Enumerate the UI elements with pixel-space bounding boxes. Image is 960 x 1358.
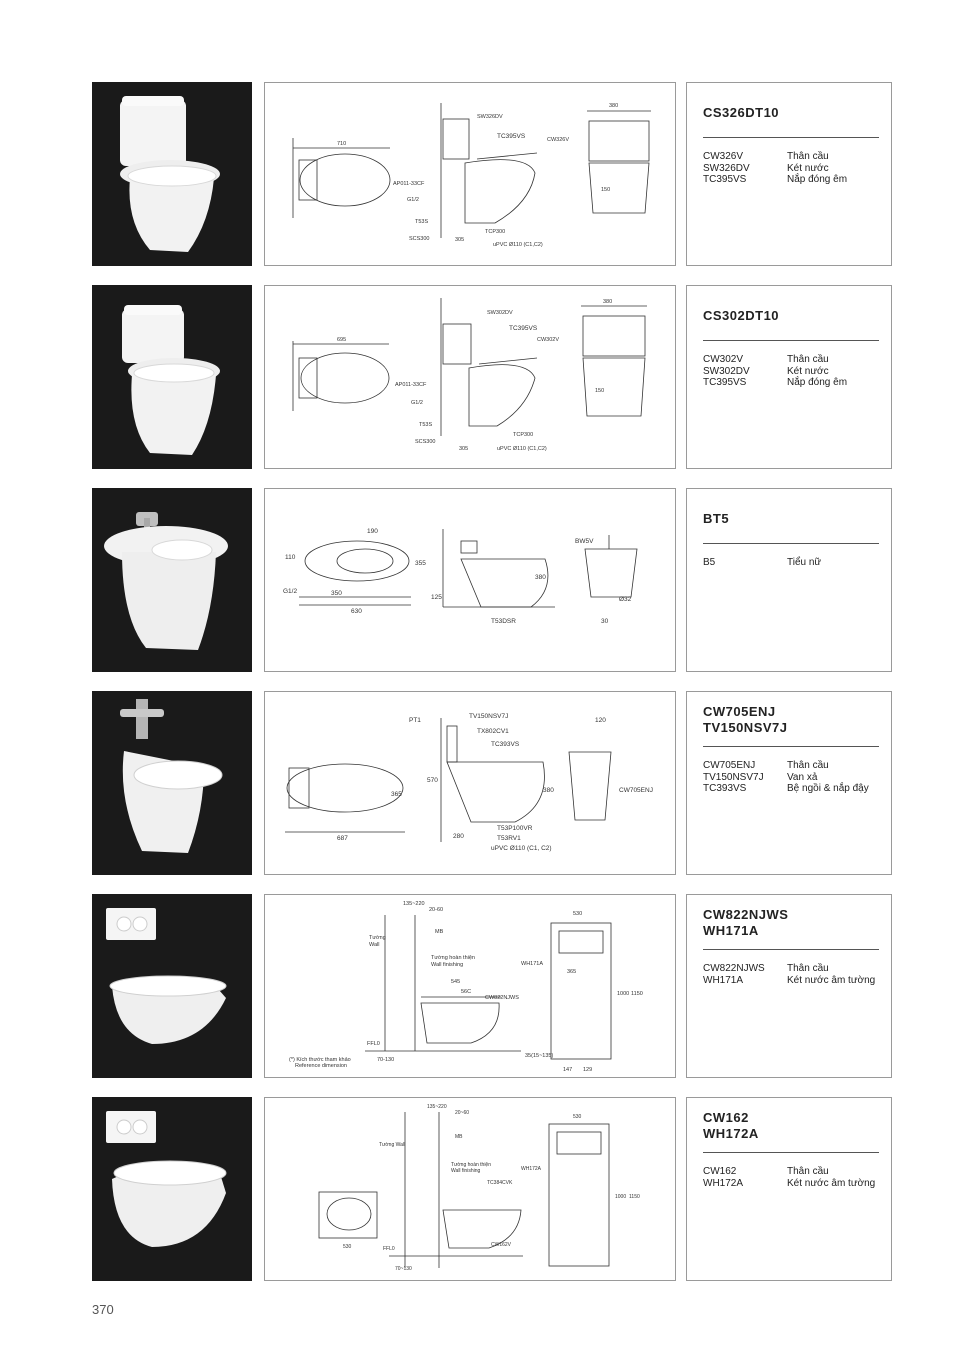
svg-text:WH171A: WH171A xyxy=(521,961,544,967)
svg-text:uPVC Ø110 (C1,C2): uPVC Ø110 (C1,C2) xyxy=(497,446,547,452)
part-code: TV150NSV7J xyxy=(703,771,764,783)
svg-text:380: 380 xyxy=(535,574,546,581)
svg-text:TC395VS: TC395VS xyxy=(497,133,526,140)
svg-text:710: 710 xyxy=(337,141,347,147)
product-model-title xyxy=(703,1110,879,1142)
divider xyxy=(703,949,879,950)
svg-text:380: 380 xyxy=(543,787,554,794)
part-code: TC395VS xyxy=(703,377,747,388)
parts-list xyxy=(703,963,883,986)
product-photo-wall-hung-toilet xyxy=(92,1097,252,1281)
svg-text:T53S: T53S xyxy=(419,422,433,428)
svg-text:TX802CV1: TX802CV1 xyxy=(477,728,509,735)
part-row xyxy=(703,1178,883,1190)
model-title-line: CW705ENJ xyxy=(703,704,776,719)
svg-text:TC393VS: TC393VS xyxy=(491,741,520,748)
product-row-cw705enj xyxy=(92,691,892,875)
part-description: Két nước xyxy=(787,365,829,377)
svg-text:365: 365 xyxy=(391,791,402,798)
part-description: Tiểu nữ xyxy=(787,557,822,568)
svg-text:630: 630 xyxy=(351,608,362,615)
part-description: Nắp đóng êm xyxy=(787,377,848,388)
svg-text:150: 150 xyxy=(601,187,611,193)
svg-text:350: 350 xyxy=(331,590,342,597)
svg-text:56C: 56C xyxy=(461,989,472,995)
svg-text:G1/2: G1/2 xyxy=(407,197,419,203)
divider xyxy=(703,543,879,544)
svg-text:35(15~135): 35(15~135) xyxy=(525,1053,554,1059)
part-row xyxy=(703,354,883,366)
svg-text:355: 355 xyxy=(415,560,426,567)
svg-text:20-60: 20-60 xyxy=(429,907,444,913)
svg-text:G1/2: G1/2 xyxy=(283,588,298,595)
part-row xyxy=(703,975,883,987)
parts-list xyxy=(703,151,883,186)
model-title-line: BT5 xyxy=(703,511,730,526)
svg-text:TC384CVK: TC384CVK xyxy=(487,1180,513,1186)
part-row xyxy=(703,783,883,795)
parts-list xyxy=(703,557,883,569)
svg-text:uPVC Ø110 (C1,C2): uPVC Ø110 (C1,C2) xyxy=(493,242,543,248)
svg-text:150: 150 xyxy=(595,388,605,394)
svg-text:70~130: 70~130 xyxy=(395,1266,412,1272)
svg-text:TC395VS: TC395VS xyxy=(509,325,538,332)
model-title-line: CS326DT10 xyxy=(703,105,780,120)
product-model-title xyxy=(703,907,879,939)
product-info-card xyxy=(686,1097,892,1281)
svg-text:530: 530 xyxy=(573,1114,582,1120)
parts-list xyxy=(703,760,883,795)
product-row-cw162 xyxy=(92,1097,892,1281)
part-row xyxy=(703,151,883,163)
product-info-card xyxy=(686,488,892,672)
svg-text:147: 147 xyxy=(563,1067,573,1073)
technical-drawing xyxy=(264,82,676,266)
model-title-line: CW822NJWS xyxy=(703,907,789,922)
part-code: WH171A xyxy=(703,974,744,986)
svg-text:570: 570 xyxy=(427,777,438,784)
part-code: CW302V xyxy=(703,354,744,365)
divider xyxy=(703,137,879,138)
divider xyxy=(703,746,879,747)
svg-text:Wall finishing: Wall finishing xyxy=(451,1168,481,1174)
divider xyxy=(703,1152,879,1153)
part-description: Thân cầu xyxy=(787,760,829,771)
svg-text:1150: 1150 xyxy=(631,991,643,997)
part-row xyxy=(703,174,883,186)
part-description: Két nước âm tường xyxy=(787,1177,876,1189)
svg-text:SCS300: SCS300 xyxy=(409,236,430,242)
svg-text:135~220: 135~220 xyxy=(403,901,425,907)
svg-text:695: 695 xyxy=(337,337,347,343)
page-number: 370 xyxy=(92,1302,114,1317)
svg-text:135~220: 135~220 xyxy=(427,1104,447,1110)
part-description: Van xả xyxy=(787,771,818,783)
product-row-cw822njws xyxy=(92,894,892,1078)
svg-text:SW326DV: SW326DV xyxy=(477,114,503,120)
svg-text:1150: 1150 xyxy=(629,1194,640,1200)
product-info-card xyxy=(686,285,892,469)
product-model-title xyxy=(703,105,879,121)
technical-drawing xyxy=(264,894,676,1078)
svg-text:380: 380 xyxy=(609,103,619,109)
svg-text:MB: MB xyxy=(435,929,444,935)
svg-text:T53S: T53S xyxy=(415,219,429,225)
product-model-title xyxy=(703,704,879,736)
svg-text:WH172A: WH172A xyxy=(521,1166,542,1172)
svg-text:FFL0: FFL0 xyxy=(367,1041,380,1047)
part-row xyxy=(703,760,883,772)
svg-text:BW5V: BW5V xyxy=(575,538,594,545)
svg-text:G1/2: G1/2 xyxy=(411,400,423,406)
product-model-title xyxy=(703,308,879,324)
svg-text:305: 305 xyxy=(455,237,465,243)
svg-text:CW326V: CW326V xyxy=(547,137,570,143)
part-description: Bệ ngồi & nắp đậy xyxy=(787,783,869,794)
svg-text:T53P100VR: T53P100VR xyxy=(497,825,533,832)
model-title-line: WH171A xyxy=(703,923,759,938)
part-description: Thân cầu xyxy=(787,354,829,365)
svg-text:70-130: 70-130 xyxy=(377,1057,395,1063)
svg-text:Tường hoàn thiện: Tường hoàn thiện xyxy=(451,1162,491,1168)
svg-text:Ø32: Ø32 xyxy=(619,596,632,603)
part-row xyxy=(703,1166,883,1178)
svg-text:Tường Wall: Tường Wall xyxy=(379,1142,406,1148)
parts-list xyxy=(703,1166,883,1189)
svg-text:530: 530 xyxy=(573,911,583,917)
svg-text:545: 545 xyxy=(451,979,461,985)
svg-text:CW162V: CW162V xyxy=(491,1242,512,1248)
part-row xyxy=(703,377,883,389)
part-description: Thân cầu xyxy=(787,963,829,974)
part-row xyxy=(703,163,883,175)
part-code: CW705ENJ xyxy=(703,760,756,771)
technical-drawing xyxy=(264,1097,676,1281)
svg-text:CW822NJWS: CW822NJWS xyxy=(485,995,519,1001)
part-description: Nắp đóng êm xyxy=(787,174,848,185)
svg-text:120: 120 xyxy=(595,717,606,724)
svg-text:AP011-33CF: AP011-33CF xyxy=(395,382,427,388)
svg-text:Tường hoàn thiện: Tường hoàn thiện xyxy=(431,955,475,961)
product-model-title xyxy=(703,511,879,527)
svg-text:280: 280 xyxy=(453,833,464,840)
model-title-line: CW162 xyxy=(703,1110,749,1125)
svg-text:380: 380 xyxy=(603,299,613,305)
product-row-cs326dt10 xyxy=(92,82,892,266)
svg-text:Wall: Wall xyxy=(369,942,380,948)
model-title-line: TV150NSV7J xyxy=(703,720,788,735)
svg-text:30: 30 xyxy=(601,618,609,625)
part-row xyxy=(703,772,883,784)
divider xyxy=(703,340,879,341)
product-photo-bidet xyxy=(92,488,252,672)
svg-text:AP011-33CF: AP011-33CF xyxy=(393,181,425,187)
part-description: Két nước xyxy=(787,162,829,174)
technical-drawing xyxy=(264,691,676,875)
svg-text:Reference dimension: Reference dimension xyxy=(295,1063,347,1069)
technical-drawing xyxy=(264,285,676,469)
parts-list xyxy=(703,354,883,389)
part-code: CW326V xyxy=(703,151,744,162)
part-code: CW162 xyxy=(703,1166,737,1177)
svg-text:TCP300: TCP300 xyxy=(513,432,534,438)
svg-text:305: 305 xyxy=(459,446,469,452)
part-row xyxy=(703,963,883,975)
svg-text:129: 129 xyxy=(583,1067,593,1073)
part-description: Thân cầu xyxy=(787,151,829,162)
svg-text:CW705ENJ: CW705ENJ xyxy=(619,787,653,794)
svg-text:SCS300: SCS300 xyxy=(415,439,436,445)
svg-text:125: 125 xyxy=(431,594,442,601)
svg-text:TCP300: TCP300 xyxy=(485,229,506,235)
svg-text:1000: 1000 xyxy=(617,991,630,997)
product-info-card xyxy=(686,894,892,1078)
svg-text:TV150NSV7J: TV150NSV7J xyxy=(469,713,509,720)
part-code: B5 xyxy=(703,557,716,568)
svg-text:T53DSR: T53DSR xyxy=(491,618,516,625)
model-title-line: WH172A xyxy=(703,1126,759,1141)
product-photo-wall-hung-toilet xyxy=(92,894,252,1078)
product-photo-two-piece-toilet xyxy=(92,82,252,266)
svg-text:190: 190 xyxy=(367,528,378,535)
part-row xyxy=(703,557,883,569)
product-row-bt5 xyxy=(92,488,892,672)
svg-text:(*) Kích thước tham khảo: (*) Kích thước tham khảo xyxy=(289,1057,351,1063)
part-code: SW326DV xyxy=(703,162,750,174)
svg-text:530: 530 xyxy=(343,1244,352,1250)
part-code: TC395VS xyxy=(703,174,747,185)
product-info-card xyxy=(686,691,892,875)
svg-text:SW302DV: SW302DV xyxy=(487,310,513,316)
svg-text:20~60: 20~60 xyxy=(455,1110,470,1116)
part-description: Két nước âm tường xyxy=(787,974,876,986)
part-description: Thân cầu xyxy=(787,1166,829,1177)
svg-text:FFL0: FFL0 xyxy=(383,1246,395,1252)
part-code: TC393VS xyxy=(703,783,747,794)
product-photo-toilet-flush-valve xyxy=(92,691,252,875)
part-code: WH172A xyxy=(703,1177,744,1189)
product-row-cs302dt10 xyxy=(92,285,892,469)
svg-text:Tường: Tường xyxy=(369,935,386,941)
product-info-card xyxy=(686,82,892,266)
model-title-line: CS302DT10 xyxy=(703,308,780,323)
svg-text:PT1: PT1 xyxy=(409,717,421,724)
product-photo-two-piece-toilet xyxy=(92,285,252,469)
svg-text:uPVC Ø110 (C1, C2): uPVC Ø110 (C1, C2) xyxy=(491,845,552,852)
part-row xyxy=(703,366,883,378)
part-code: CW822NJWS xyxy=(703,963,765,974)
svg-text:CW302V: CW302V xyxy=(537,337,560,343)
svg-text:T53RV1: T53RV1 xyxy=(497,835,521,842)
svg-text:365: 365 xyxy=(567,969,577,975)
svg-text:687: 687 xyxy=(337,835,348,842)
svg-text:1000: 1000 xyxy=(615,1194,627,1200)
svg-text:110: 110 xyxy=(285,554,296,561)
technical-drawing xyxy=(264,488,676,672)
svg-text:Wall finishing: Wall finishing xyxy=(431,962,464,968)
part-code: SW302DV xyxy=(703,365,750,377)
svg-text:MB: MB xyxy=(455,1134,463,1140)
